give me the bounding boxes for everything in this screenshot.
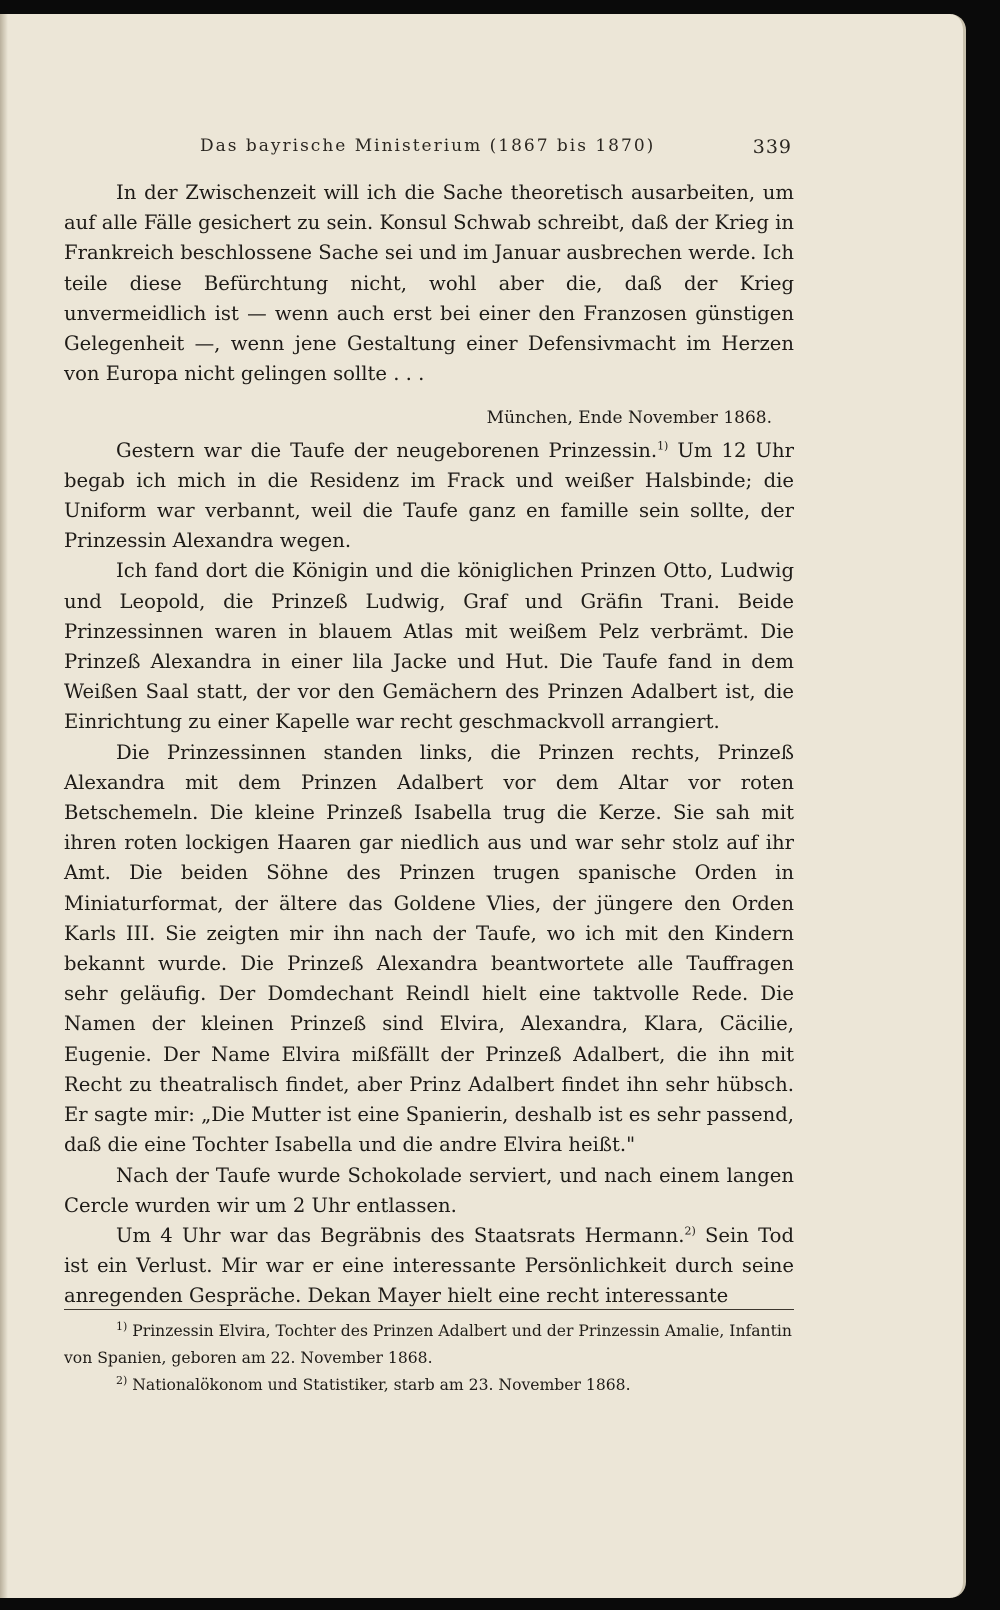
- paragraph-2-text-b: Um 12 Uhr begab ich mich in die Residenz im Frack und weißer Halsbinde; die Uniform war verbannt, weil die Taufe ganz en famille sein sollte, der Prinzessin Alexandra wegen.: [64, 438, 794, 553]
- paragraph-3: Ich fand dort die Königin und die königlichen Prinzen Otto, Ludwig und Leopold, die Prinzeß Ludwig, Graf und Gräfin Trani. Beide Prinzessinnen waren in blauem Atlas mit weißem Pelz verbrämt. Die Prinzeß Alexandra in einer lila Jacke und Hut. Die Taufe fand in dem Weißen Saal statt, der vor den Gemächern des Prinzen Adalbert ist, die Einrichtung zu einer Kapelle war recht geschmackvoll arrangiert.: [64, 559, 794, 734]
- page-gutter-shadow: [0, 14, 8, 1598]
- paragraph-6-text-a: Um 4 Uhr war das Begräbnis des Staatsrats Hermann.: [116, 1223, 685, 1247]
- page-number: 339: [752, 136, 792, 158]
- paragraph-1: In der Zwischenzeit will ich die Sache theoretisch ausarbeiten, um auf alle Fälle gesichert zu sein. Konsul Schwab schreibt, daß der Krieg in Frankreich beschlossene Sache sei und im Januar ausbrechen werde. Ich teile diese Befürchtung nicht, wohl aber die, daß der Krieg unvermeidlich ist — wenn auch erst bei einer den Franzosen günstigen Gelegenheit —, wenn jene Gestaltung einer Defensivmacht im Herzen von Europa nicht gelingen sollte . . .: [64, 181, 794, 386]
- paragraph-2: [64, 436, 794, 557]
- paragraph-6: [64, 1221, 794, 1312]
- footnote-ref-1: 1): [657, 439, 669, 453]
- page-header: [200, 132, 792, 162]
- footnote-2-text: Nationalökonom und Statistiker, starb am 23. November 1868.: [127, 1376, 631, 1394]
- date-line: München, Ende November 1868.: [486, 408, 772, 429]
- paragraph-2-text-a: Gestern war die Taufe der neugeborenen Prinzessin.: [116, 438, 658, 462]
- footnotes: [64, 1318, 794, 1399]
- page-body: [64, 178, 794, 1312]
- paragraph-6-text-b: Sein Tod ist ein Verlust. Mir war er eine interessante Persönlichkeit durch seine anregenden Gespräche. Dekan Mayer hielt eine recht interessante: [64, 1223, 795, 1308]
- footnote-ref-2: 2): [684, 1224, 696, 1238]
- footnote-1-text: Prinzessin Elvira, Tochter des Prinzen Adalbert und der Prinzessin Amalie, Infantin von Spanien, geboren am 22. November 1868.: [64, 1322, 792, 1367]
- footnote-2: [64, 1372, 794, 1399]
- footnote-1: [64, 1318, 794, 1372]
- footnote-divider: [64, 1309, 794, 1310]
- paragraph-4: Die Prinzessinnen standen links, die Prinzen rechts, Prinzeß Alexandra mit dem Prinzen Adalbert vor dem Altar vor roten Betschemeln. Die kleine Prinzeß Isabella trug die Kerze. Sie sah mit ihren roten lockigen Haaren gar niedlich aus und war sehr stolz auf ihr Amt. Die beiden Söhne des Prinzen trugen spanische Orden in Miniaturformat, der ältere das Goldene Vlies, der jüngere den Orden Karls III. Sie zeigten mir ihn nach der Taufe, wo ich mit den Kindern bekannt wurde. Die Prinzeß Alexandra beantwortete alle Tauffragen sehr geläufig. Der Domdechant Reindl hielt eine taktvolle Rede. Die Namen der kleinen Prinzeß sind Elvira, Alexandra, Klara, Cäcilie, Eugenie. Der Name Elvira mißfällt der Prinzeß Adalbert, die ihn mit Recht zu theatralisch findet, aber Prinz Adalbert findet ihn sehr hübsch. Er sagte mir: „Die Mutter ist eine Spanierin, deshalb ist es sehr passend, daß die eine Tochter Isabella und die andre Elvira heißt.": [64, 740, 794, 1157]
- running-title: Das bayrische Ministerium (1867 bis 1870): [200, 136, 656, 156]
- paragraph-5: Nach der Taufe wurde Schokolade serviert, und nach einem langen Cercle wurden wir um 2 Uhr entlassen.: [64, 1163, 794, 1217]
- footnote-1-marker: 1): [116, 1319, 128, 1333]
- footnote-2-marker: 2): [116, 1373, 128, 1387]
